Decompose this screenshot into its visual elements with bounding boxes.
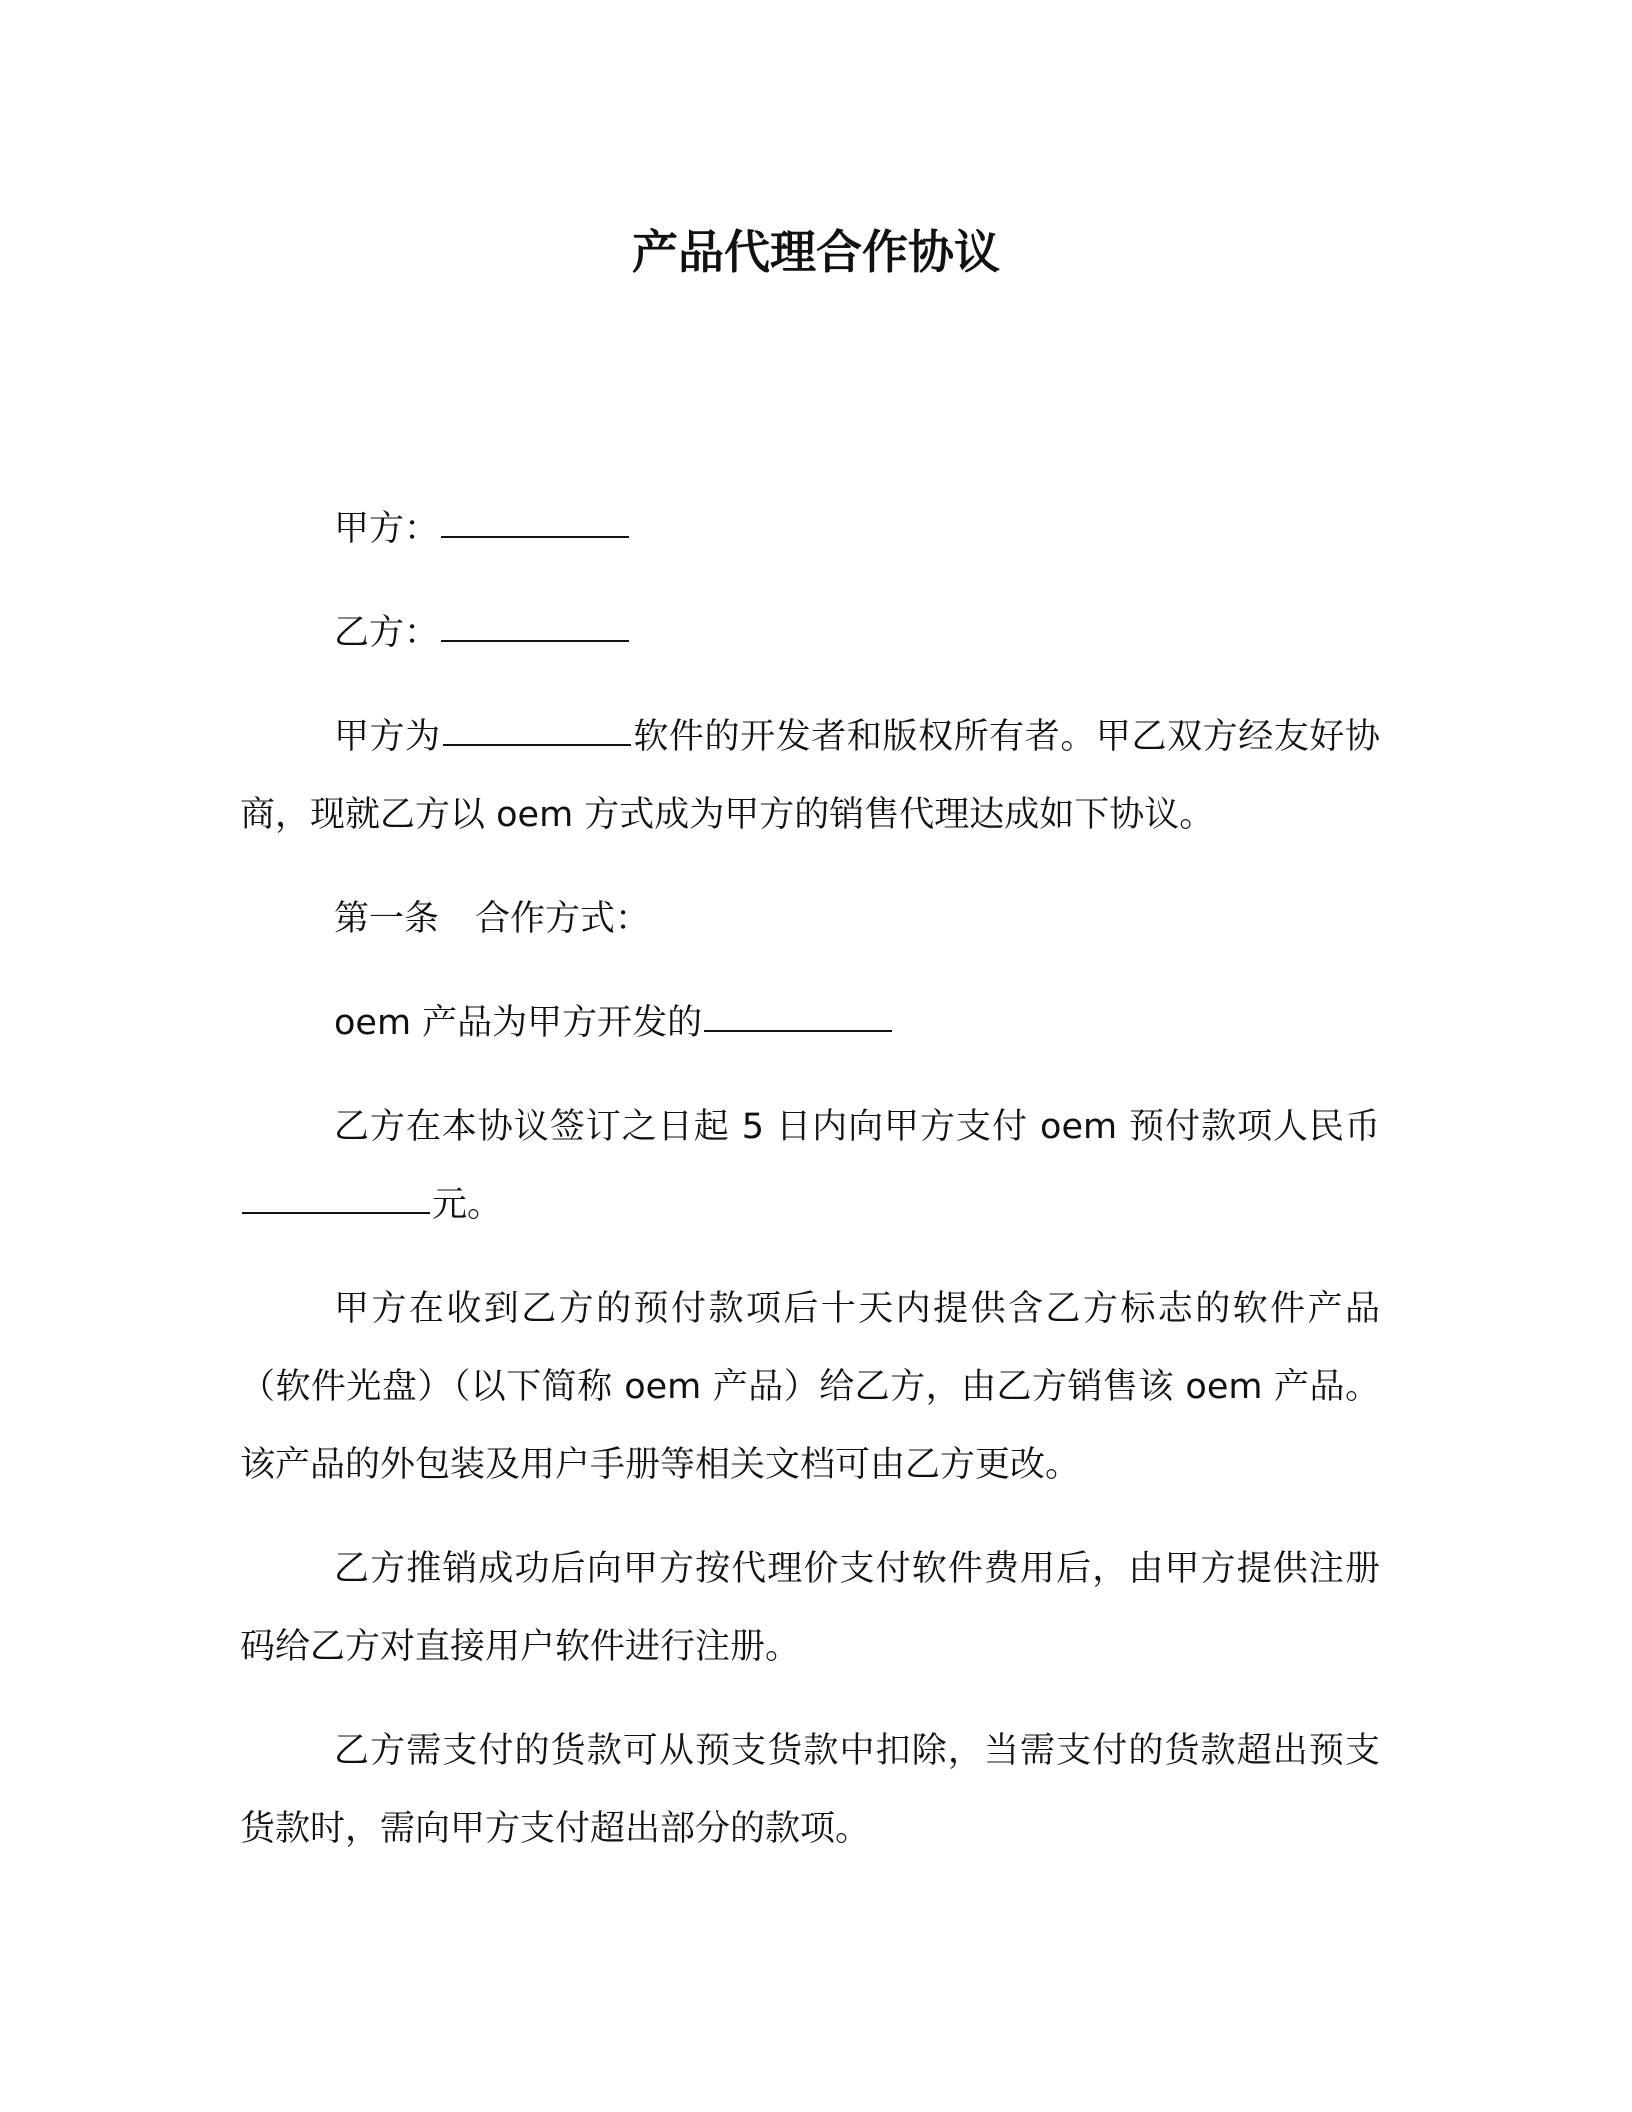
oem-product-blank [704,1029,892,1032]
party-a-label: 甲方： [334,509,440,549]
article-1-number: 第一条 [334,899,440,939]
intro-prefix: 甲方为 [334,717,441,757]
registration-paragraph: 乙方推销成功后向甲方按代理价支付软件费用后，由甲方提供注册码给乙方对直接用户软件进行注册。 [240,1549,1380,1667]
oem-product-paragraph [240,984,1380,1062]
party-b-line [240,594,1380,672]
article-1-heading [240,880,1380,958]
payment-paragraph: 乙方需支付的货款可从预支货款中扣除，当需支付的货款超出预支货款时，需向甲方支付超出部分的款项。 [240,1731,1380,1849]
document-title: 产品代理合作协议 [632,225,1000,279]
intro-suffix: 软件的开发者和版权所有者。甲乙双方经友好协商，现就乙方以 oem 方式成为甲方的销售代理达成如下协议。 [240,717,1380,835]
prepay-suffix: 元。 [432,1185,503,1225]
document-body [240,490,1380,1894]
oem-product-prefix: oem 产品为甲方开发的 [334,1003,703,1043]
software-name-blank [443,743,631,746]
prepayment-paragraph [240,1088,1380,1244]
intro-paragraph [240,698,1380,854]
article-1-title: 合作方式： [475,899,651,939]
party-a-blank [441,535,629,538]
prepay-prefix: 乙方在本协议签订之日起 5 日内向甲方支付 oem 预付款项人民币 [334,1107,1380,1147]
party-a-line [240,490,1380,568]
delivery-paragraph: 甲方在收到乙方的预付款项后十天内提供含乙方标志的软件产品（软件光盘）（以下简称 oem 产品）给乙方，由乙方销售该 oem 产品。该产品的外包装及用户手册等相关文档可由乙方更改。 [240,1289,1380,1485]
party-b-blank [441,639,629,642]
party-b-label: 乙方： [334,613,440,653]
prepay-amount-blank [242,1211,430,1214]
